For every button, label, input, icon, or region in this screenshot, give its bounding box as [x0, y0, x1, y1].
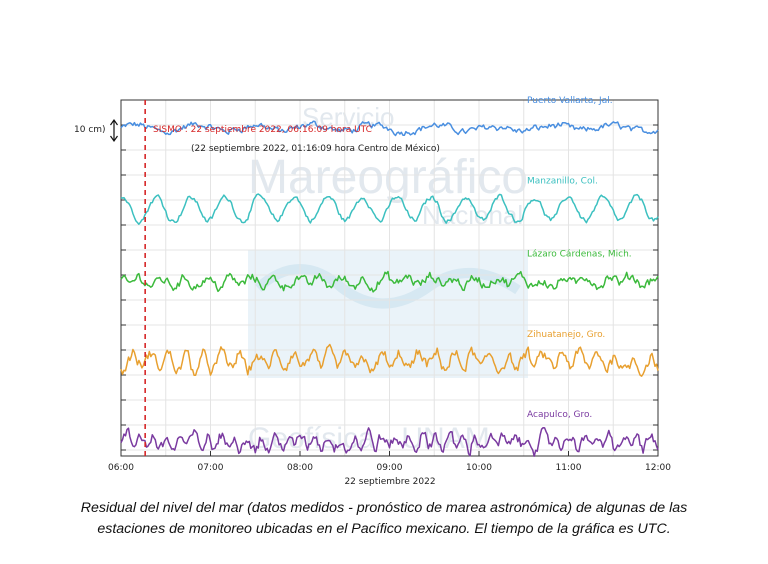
watermark-text-2: Mareográfico [248, 151, 529, 204]
caption-part-a: Residual del nivel del mar [80, 500, 248, 516]
x-tick-label: 06:00 [108, 463, 134, 473]
series-label-2: Lázaro Cárdenas, Mich. [527, 249, 632, 260]
x-tick-label: 10:00 [466, 463, 492, 473]
series-label-1: Manzanillo, Col. [527, 176, 598, 187]
earthquake-label: SISMO : 22 septiembre 2022, 06:16:09 hora UTC [153, 125, 372, 135]
caption-part-c: de algunas de las [572, 500, 688, 516]
x-axis-label: 22 septiembre 2022 [344, 477, 436, 487]
earthquake-local-time: (22 septiembre 2022, 01:16:09 hora Centro de México) [191, 144, 440, 154]
x-tick-label: 08:00 [287, 463, 313, 473]
caption-line-1 [40, 498, 728, 519]
watermark-logo [248, 102, 528, 455]
x-tick-label: 09:00 [376, 463, 403, 473]
series-label-4: Acapulco, Gro. [527, 410, 593, 421]
caption-line-2: estaciones de monitoreo ubicadas en el Pacífico mexicano. El tiempo de la gráfica es UTC. [97, 521, 671, 537]
series-labels [527, 96, 632, 420]
watermark-text-3: Nacional [422, 200, 524, 230]
caption-part-b: (datos medidos - pronóstico de marea astronómica) [247, 500, 573, 516]
figure-caption [40, 498, 728, 540]
scale-label: 10 cm) [74, 125, 106, 135]
x-tick-label: 07:00 [197, 463, 224, 473]
x-tick-label: 12:00 [645, 463, 671, 473]
watermark-text-1: Servicio [302, 102, 395, 132]
scale-bar [111, 120, 118, 141]
x-tick-label: 11:00 [555, 463, 582, 473]
series-label-0: Puerto Vallarta, Jal. [527, 96, 613, 107]
series-label-3: Zihuatanejo, Gro. [527, 329, 606, 340]
watermark-text-4: Geofísica - UNAM [248, 422, 490, 455]
